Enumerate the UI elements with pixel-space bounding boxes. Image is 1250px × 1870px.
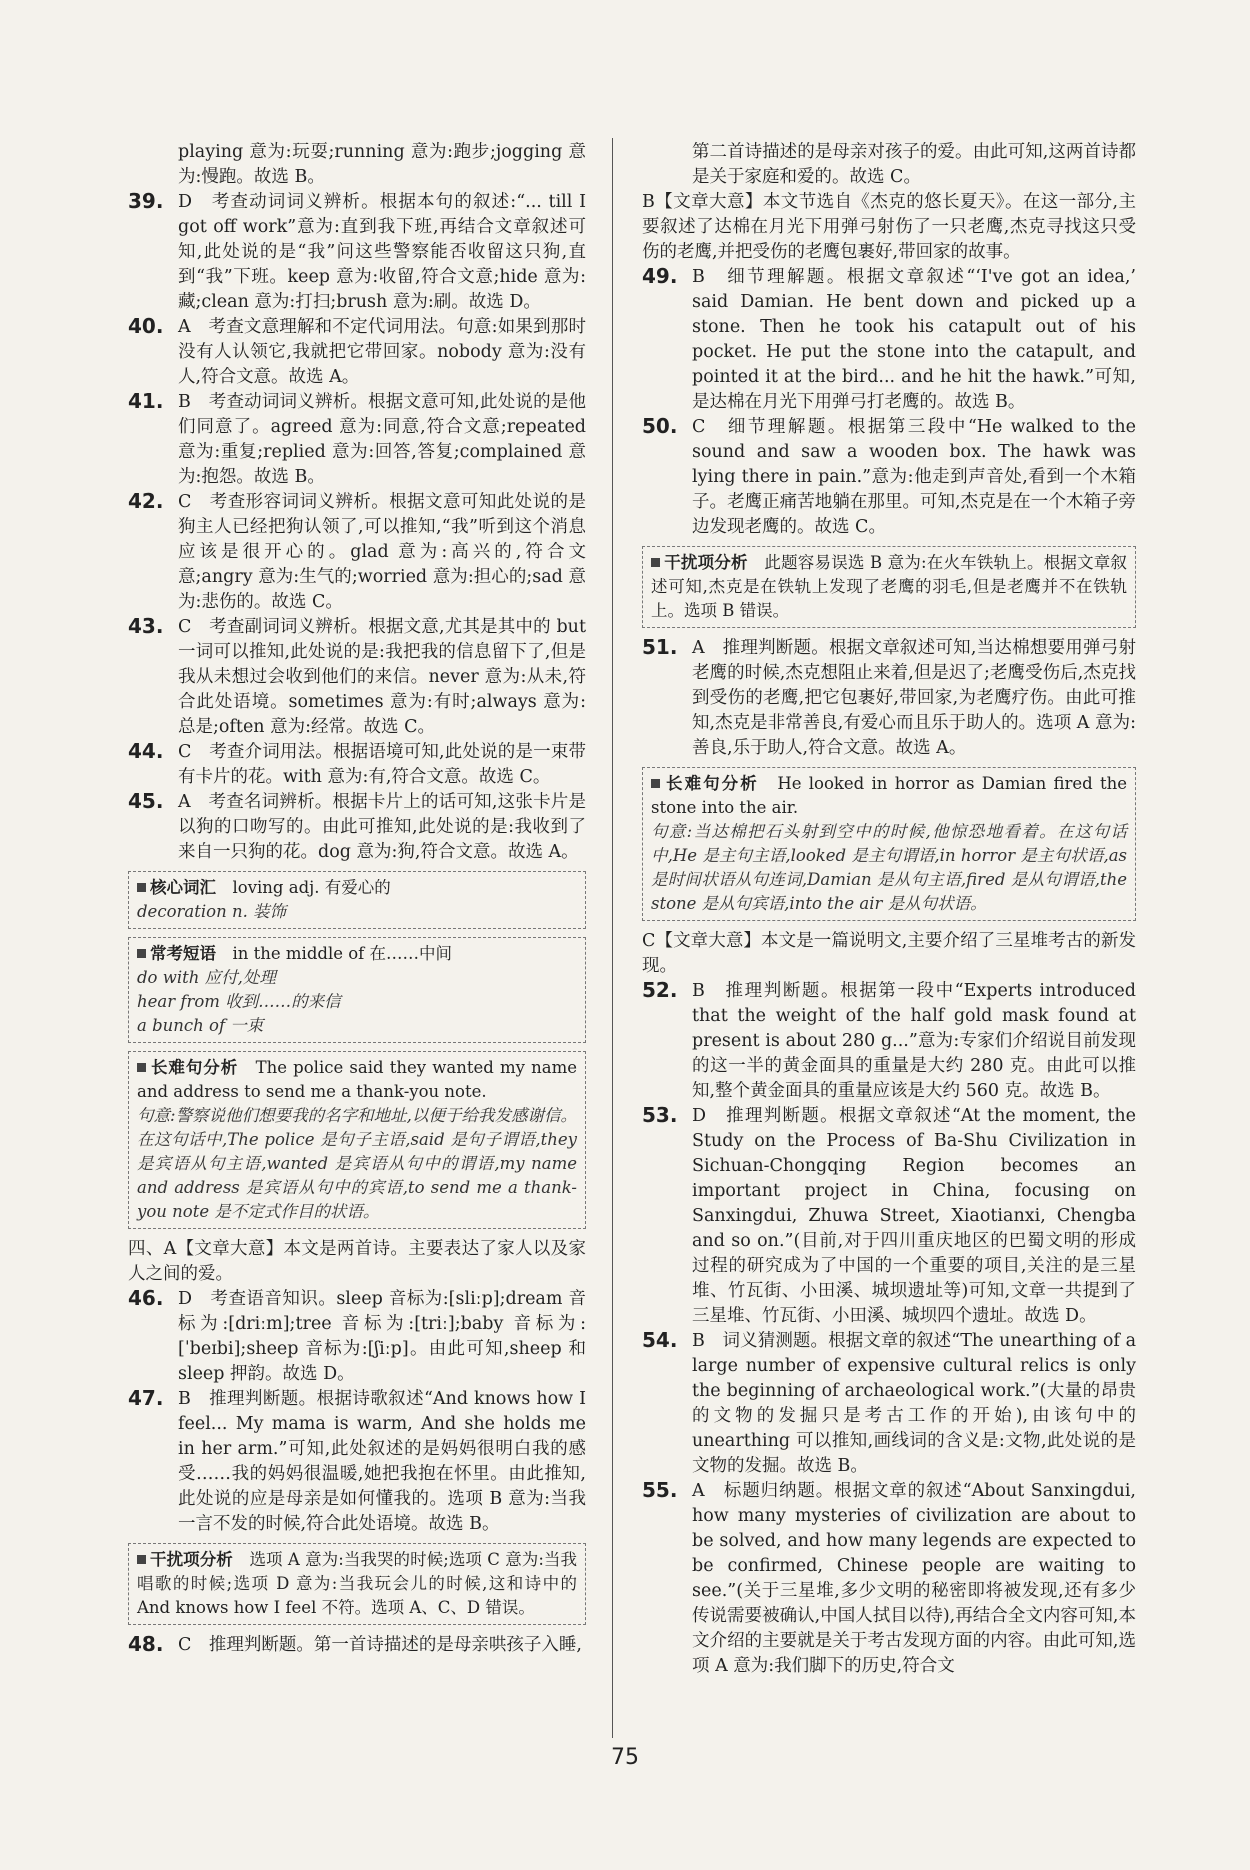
analysis-box-line: a bunch of 一束: [137, 1016, 264, 1035]
answer-item: [128, 1387, 586, 1537]
page-number: 75: [611, 1745, 639, 1770]
answer-item: [642, 1104, 1136, 1329]
answer-text: A 标题归纳题。根据文章的叙述“About Sanxingdui, how many mysteries of civilization are about to be solved, and how many legends are expected to be confirmed, Chinese people are waiting to see.”(关于三星堆,多少文明的秘密即将被发现,还有多少传说需要被确认,中国人拭目以待),再结合全文内容可知,本文介绍的主要就是关于考古发现方面的内容。由此可知,选项 A 意为:我们脚下的历史,符合文: [692, 1481, 1136, 1676]
answer-text: D 考查动词词义辨析。根据本句的叙述:“... till I got off work”意为:直到我下班,再结合文章叙述可知,此处说的是“我”问这些警察能否收留这只狗,直到“我”下班。keep 意为:收留,符合文意;hide 意为:藏;clean 意为:打扫;brush 意为:刷。故选 D。: [178, 192, 586, 312]
passage-summary: C【文章大意】本文是一篇说明文,主要介绍了三星堆考古的新发现。: [642, 931, 1136, 976]
analysis-box: [642, 546, 1136, 628]
passage-summary: B【文章大意】本文节选自《杰克的悠长夏天》。在这一部分,主要叙述了达棉在月光下用弹弓射伤了一只老鹰,杰克寻找这只受伤的老鹰,并把受伤的老鹰包裹好,带回家的故事。: [642, 192, 1136, 262]
answer-item: [642, 1329, 1136, 1479]
answer-item: [128, 1287, 586, 1387]
analysis-box-title-text: 核心词汇: [150, 878, 216, 897]
analysis-box-first-line: 选项 A 意为:当我哭的时候;选项 C 意为:当我唱歌的时候;选项 D 意为:当我玩会儿的时候,这和诗中的 And knows how I feel 不符。选项 A、C、D 错误。: [137, 1550, 577, 1617]
question-number: 43.: [128, 614, 164, 638]
question-number: 40.: [128, 314, 164, 338]
left-column: [128, 140, 586, 1658]
analysis-box-line: 句意:警察说他们想要我的名字和地址,以便于给我发感谢信。在这句话中,The police 是句子主语,said 是句子谓语,they 是宾语从句主语,wanted 是宾语从句中的谓语,my name and address 是宾语从句中的宾语,to send me a thank-you note 是不定式作目的状语。: [137, 1106, 577, 1221]
question-number: 55.: [642, 1478, 678, 1502]
analysis-box-first-line: He looked in horror as Damian fired the stone into the air.: [651, 774, 1128, 817]
analysis-box: [128, 1543, 586, 1625]
question-number: 44.: [128, 739, 164, 763]
answer-text: C 考查形容词词义辨析。根据文意可知此处说的是狗主人已经把狗认领了,可以推知,“我”听到这个消息应该是很开心的。glad 意为:高兴的,符合文意;angry 意为:生气的;worried 意为:担心的;sad 意为:悲伤的。故选 C。: [178, 492, 586, 612]
answer-item: [128, 315, 586, 390]
answer-text: C 考查介词用法。根据语境可知,此处说的是一束带有卡片的花。with 意为:有,符合文意。故选 C。: [178, 742, 586, 787]
right-column: [642, 140, 1136, 1679]
analysis-box-first-line: in the middle of 在……中间: [232, 944, 453, 963]
answer-item: [642, 1479, 1136, 1679]
passage-summary: 四、A【文章大意】本文是两首诗。主要表达了家人以及家人之间的爱。: [128, 1239, 586, 1284]
analysis-box-title-text: 长难句分析: [150, 1058, 239, 1077]
analysis-box-title-text: 干扰项分析: [664, 553, 748, 572]
answer-item: [642, 265, 1136, 415]
answer-text: D 考查语音知识。sleep 音标为:[sliːp];dream 音标为:[driːm];tree 音标为:[triː];baby 音标为:[ˈbeɪbi];sheep 音标为:[ʃiːp]。由此可知,sheep 和 sleep 押韵。故选 D。: [178, 1289, 586, 1384]
question-number: 41.: [128, 389, 164, 413]
question-number: 53.: [642, 1103, 678, 1127]
answer-continuation: 第二首诗描述的是母亲对孩子的爱。由此可知,这两首诗都是关于家庭和爱的。故选 C。: [692, 142, 1136, 187]
analysis-box-first-line: 此题容易误选 B 意为:在火车铁轨上。根据文章叙述可知,杰克是在铁轨上发现了老鹰的羽毛,但是老鹰并不在铁轨上。选项 B 错误。: [651, 553, 1127, 620]
answer-item: [642, 979, 1136, 1104]
analysis-box-title-text: 常考短语: [150, 944, 216, 963]
analysis-box-first-line: loving adj. 有爱心的: [232, 878, 391, 897]
answer-text: A 考查名词辨析。根据卡片上的话可知,这张卡片是以狗的口吻写的。由此可推知,此处说的是:我收到了来自一只狗的花。dog 意为:狗,符合文意。故选 A。: [178, 792, 586, 862]
question-number: 39.: [128, 189, 164, 213]
question-number: 50.: [642, 414, 678, 438]
answer-item: [642, 415, 1136, 540]
answer-text: D 推理判断题。根据文章叙述“At the moment, the Study on the Process of Ba-Shu Civilization in Sichuan-Chongqing Region becomes an important project in China, focusing on Sanxingdui, Zhuwa Street, Xiaotianxi, Chengba and so on.”(目前,对于四川重庆地区的巴蜀文明的形成过程的研究成为了中国的一个重要的项目,关注的是三星堆、竹瓦街、小田溪、城坝遗址等)可知,文章一共提到了三星堆、竹瓦街、小田溪、城坝四个遗址。故选 D。: [692, 1106, 1136, 1326]
square-bullet-icon: [137, 883, 146, 892]
analysis-box-title: [137, 878, 216, 897]
question-number: 49.: [642, 264, 678, 288]
answer-continuation: playing 意为:玩耍;running 意为:跑步;jogging 意为:慢跑。故选 B。: [178, 142, 586, 187]
column-divider: [612, 138, 613, 1738]
answer-text: B 细节理解题。根据文章叙述“‘I've got an idea,’ said Damian. He bent down and picked up a stone. Then he took his catapult out of his pocket. He put the stone into the catapult, and pointed it at the bird... and he hit the hawk.”可知,是达棉在月光下用弹弓打老鹰的。故选 B。: [692, 267, 1136, 412]
question-number: 46.: [128, 1286, 164, 1310]
analysis-box-first-line: The police said they wanted my name and address to send me a thank-you note.: [137, 1058, 578, 1101]
question-number: 45.: [128, 789, 164, 813]
answer-text: B 考查动词词义辨析。根据文意可知,此处说的是他们同意了。agreed 意为:同意,符合文意;repeated 意为:重复;replied 意为:回答,答复;complained 意为:抱怨。故选 B。: [178, 392, 586, 487]
analysis-box-title-text: 干扰项分析: [150, 1550, 233, 1569]
answer-item: [128, 740, 586, 790]
answer-text: B 推理判断题。根据第一段中“Experts introduced that the weight of the half gold mask found at present is about 280 g...”意为:专家们介绍说目前发现的这一半的黄金面具的重量是大约 280 克。由此可以推知,整个黄金面具的重量应该是大约 560 克。故选 B。: [692, 981, 1136, 1101]
answer-item: [128, 790, 586, 865]
square-bullet-icon: [651, 558, 660, 567]
square-bullet-icon: [137, 1063, 146, 1072]
square-bullet-icon: [137, 949, 146, 958]
square-bullet-icon: [651, 779, 660, 788]
analysis-box-title: [651, 774, 759, 793]
analysis-box: [128, 937, 586, 1043]
analysis-box-title: [137, 944, 216, 963]
answer-text: C 考查副词词义辨析。根据文意,尤其是其中的 but 一词可以推知,此处说的是:我把我的信息留下了,但是我从未想过会收到他们的来信。never 意为:从未,符合此处语境。sometimes 意为:有时;always 意为:总是;often 意为:经常。故选 C。: [178, 617, 586, 737]
answer-item: [642, 636, 1136, 761]
question-number: 48.: [128, 1632, 164, 1656]
analysis-box-line: hear from 收到……的来信: [137, 992, 341, 1011]
answer-text: A 考查文意理解和不定代词用法。句意:如果到那时没有人认领它,我就把它带回家。nobody 意为:没有人,符合文意。故选 A。: [178, 317, 586, 387]
analysis-box-title-text: 长难句分析: [664, 774, 759, 793]
answer-text: A 推理判断题。根据文章叙述可知,当达棉想要用弹弓射老鹰的时候,杰克想阻止来着,但是迟了;老鹰受伤后,杰克找到受伤的老鹰,把它包裹好,带回家,为老鹰疗伤。由此可推知,杰克是非常善良,有爱心而且乐于助人的。选项 A 意为:善良,乐于助人,符合文意。故选 A。: [692, 638, 1136, 758]
question-number: 54.: [642, 1328, 678, 1352]
question-number: 52.: [642, 978, 678, 1002]
answer-text: C 细节理解题。根据第三段中“He walked to the sound and saw a wooden box. The hawk was lying there in pain.”意为:他走到声音处,看到一个木箱子。老鹰正痛苦地躺在那里。可知,杰克是在一个木箱子旁边发现老鹰的。故选 C。: [692, 417, 1136, 537]
answer-text: C 推理判断题。第一首诗描述的是母亲哄孩子入睡,: [178, 1635, 582, 1655]
analysis-box-line: decoration n. 装饰: [137, 902, 287, 921]
answer-item: [128, 615, 586, 740]
answer-item: [128, 190, 586, 315]
analysis-box: [128, 1051, 586, 1229]
question-number: 42.: [128, 489, 164, 513]
question-number: 47.: [128, 1386, 164, 1410]
analysis-box-title: [137, 1550, 233, 1569]
question-number: 51.: [642, 635, 678, 659]
answer-text: B 词义猜测题。根据文章的叙述“The unearthing of a large number of expensive cultural relics is only the beginning of archaeological work.”(大量的昂贵的文物的发掘只是考古工作的开始),由该句中的 unearthing 可以推知,画线词的含义是:文物,此处说的是文物的发掘。故选 B。: [692, 1331, 1136, 1476]
analysis-box-title: [651, 553, 748, 572]
answer-text: B 推理判断题。根据诗歌叙述“And knows how I feel... My mama is warm, And she holds me in her arm.”可知,此处叙述的是妈妈很明白我的感受……我的妈妈很温暖,她把我抱在怀里。由此推知,此处说的应是母亲是如何懂我的。选项 B 意为:当我一言不发的时候,符合此处语境。故选 B。: [178, 1389, 586, 1534]
analysis-box-line: do with 应付,处理: [137, 968, 276, 987]
analysis-box: [642, 767, 1136, 921]
square-bullet-icon: [137, 1555, 146, 1564]
analysis-box-title: [137, 1058, 238, 1077]
answer-item: [128, 1633, 586, 1658]
analysis-box: [128, 871, 586, 929]
analysis-box-line: 句意:当达棉把石头射到空中的时候,他惊恐地看着。在这句话中,He 是主句主语,looked 是主句谓语,in horror 是主句状语,as 是时间状语从句连词,Damian 是从句主语,fired 是从句谓语,the stone 是从句宾语,into the air 是从句状语。: [651, 822, 1127, 913]
answer-item: [128, 390, 586, 490]
answer-item: [128, 490, 586, 615]
